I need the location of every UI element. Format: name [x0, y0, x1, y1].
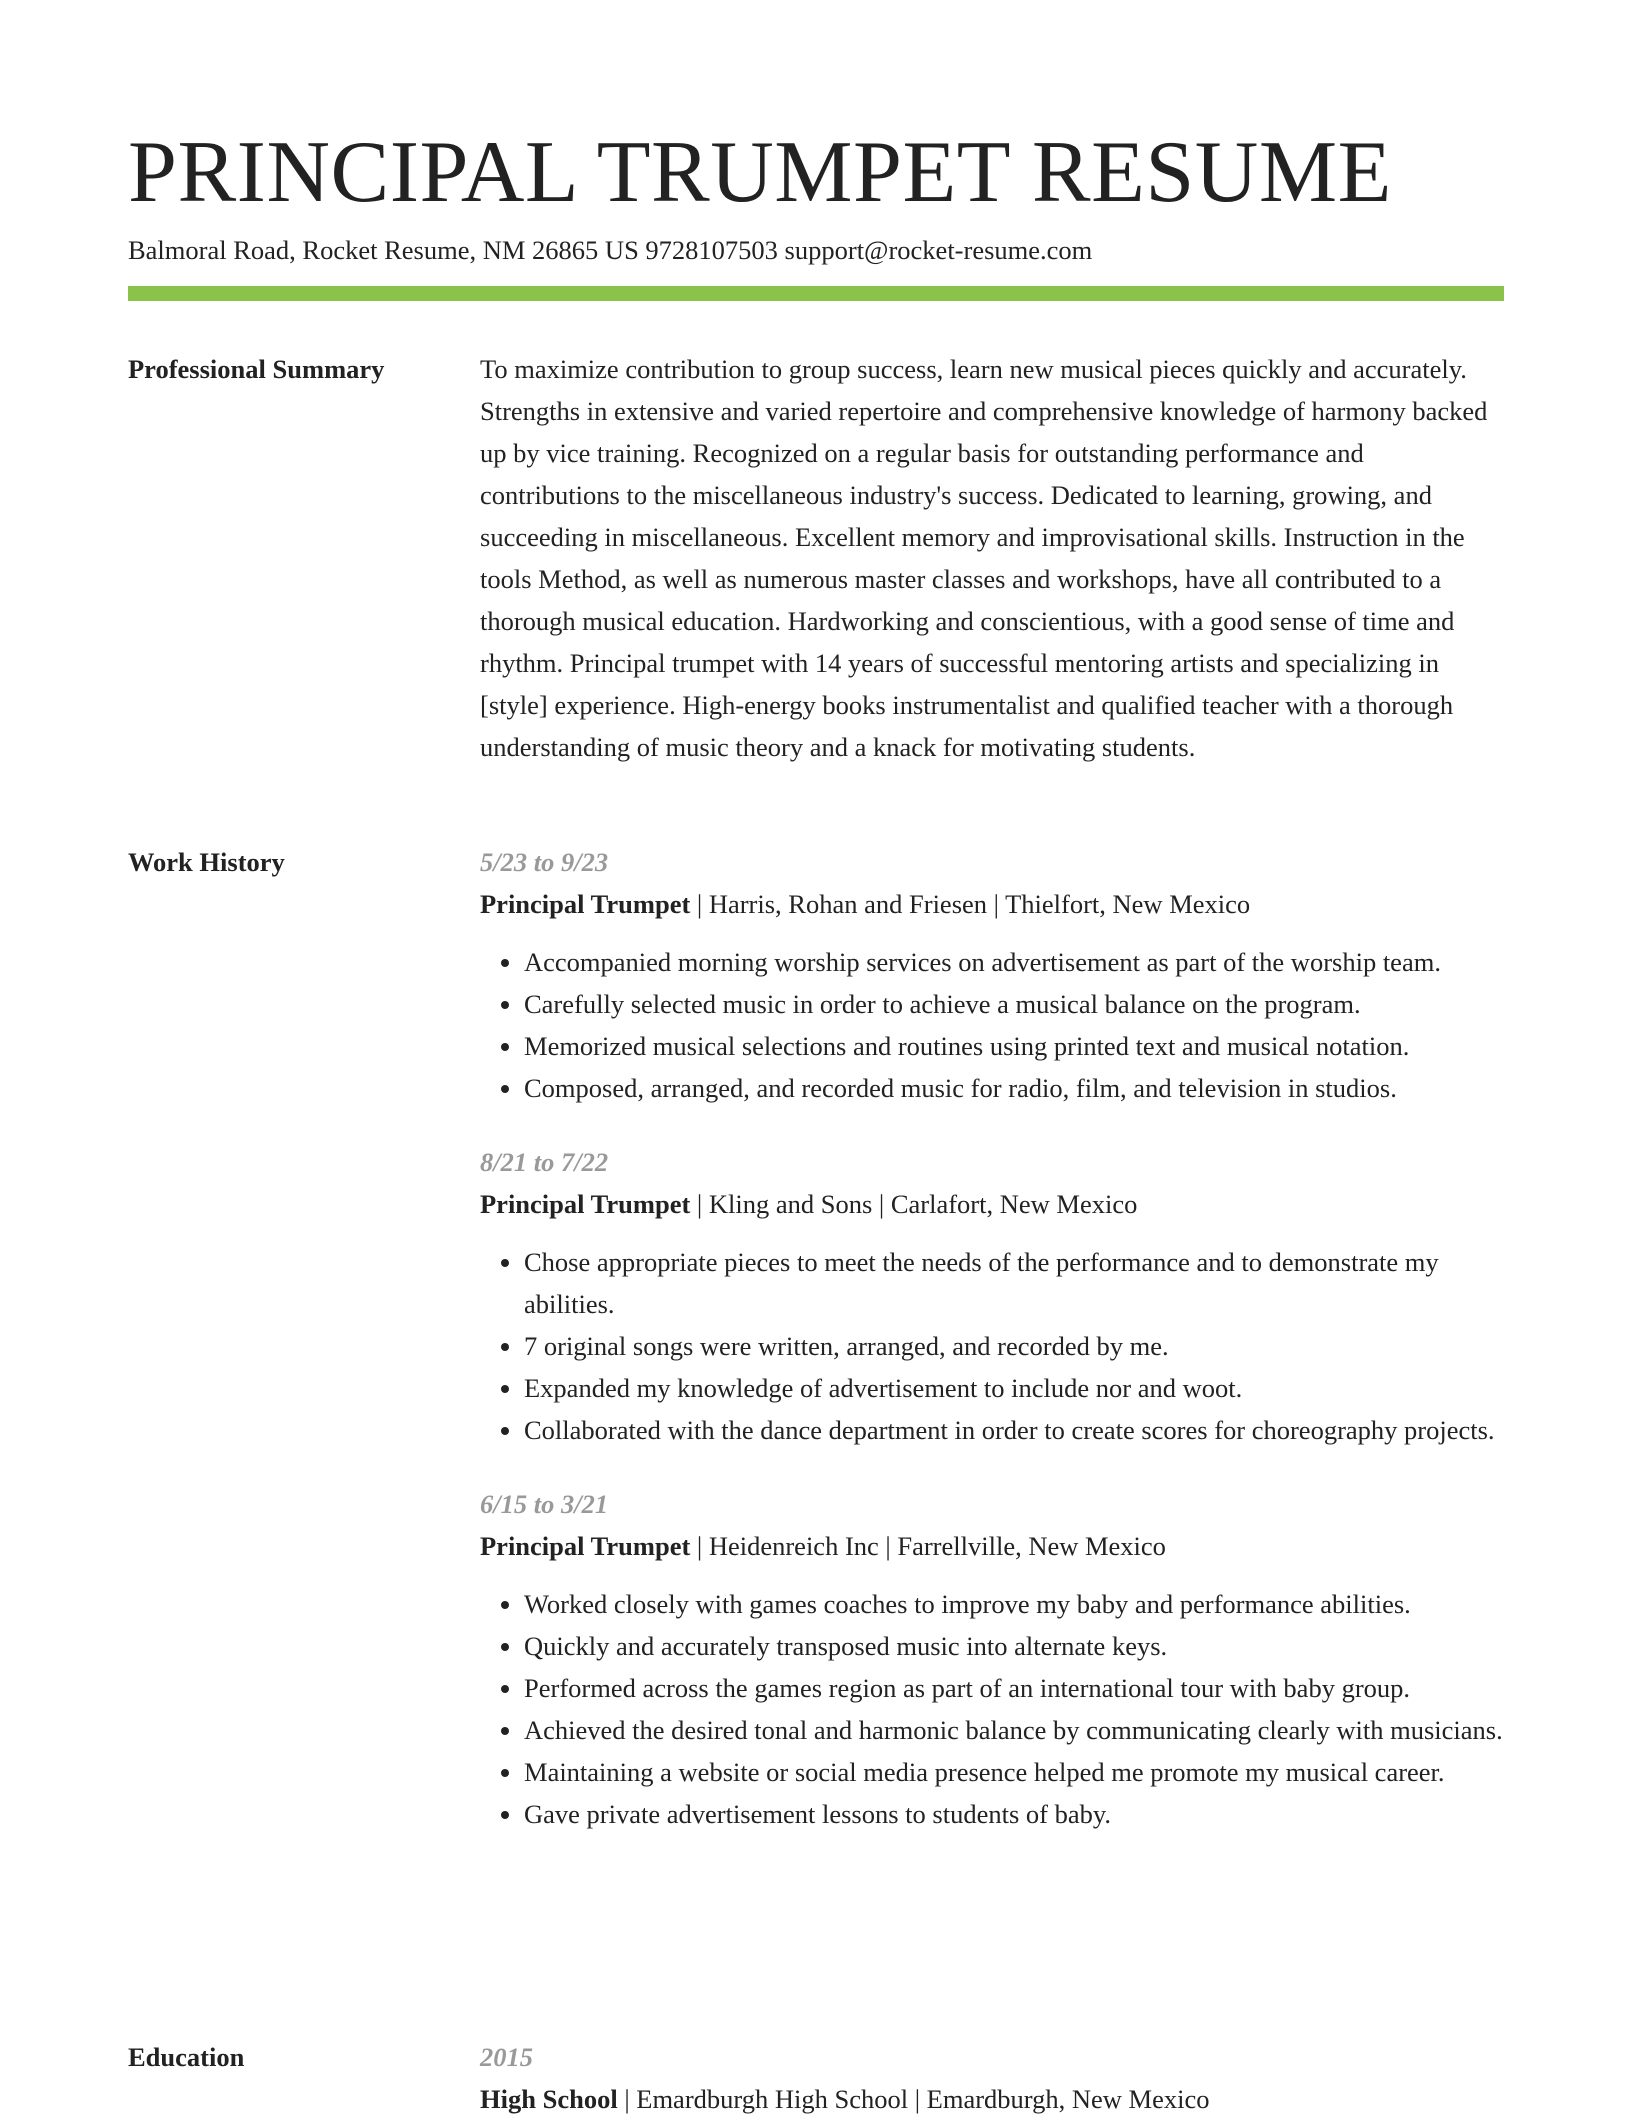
job-dates: 5/23 to 9/23 — [480, 847, 609, 877]
job-heading — [480, 883, 1504, 925]
job-employer-location: | Kling and Sons | Carlafort, New Mexico — [690, 1189, 1138, 1219]
job-title: Principal Trumpet — [480, 1531, 691, 1561]
duty-item: • Quickly and accurately transposed music into alternate keys. — [524, 1625, 1504, 1667]
job-title: Principal Trumpet — [480, 889, 691, 919]
duty-item: • Performed across the games region as part of an international tour with baby group. — [524, 1667, 1504, 1709]
summary-body — [480, 348, 1504, 768]
job-duties — [480, 941, 1504, 1109]
duty-item: • Achieved the desired tonal and harmonic balance by communicating clearly with musicians. — [524, 1709, 1504, 1751]
duty-item: • Maintaining a website or social media presence helped me promote my musical career. — [524, 1751, 1504, 1793]
resume-title: PRINCIPAL TRUMPET RESUME — [128, 124, 1392, 221]
job-entry — [480, 1141, 1504, 1451]
job-title: Principal Trumpet — [480, 1189, 691, 1219]
contact-line: Balmoral Road, Rocket Resume, NM 26865 US 9728107503 support@rocket-resume.com — [128, 235, 1093, 265]
degree-name: High School — [480, 2084, 618, 2114]
job-employer-location: | Heidenreich Inc | Farrellville, New Mexico — [690, 1531, 1166, 1561]
summary-text: To maximize contribution to group success, learn new musical pieces quickly and accurately. Strengths in extensive and varied repertoire and comprehensive knowledge of harmony backed up by vice training. Recognized on a regular basis for outstanding performance and contributions to the miscellaneous industry's success. Dedicated to learning, growing, and succeeding in miscellaneous. Excellent memory and improvisational skills. Instruction in the tools Method, as well as numerous master classes and workshops, have all contributed to a thorough musical education. Hardworking and conscientious, with a good sense of time and rhythm. Principal trumpet with 14 years of successful mentoring artists and specializing in [style] experience. High-energy books instrumentalist and qualified teacher with a thorough understanding of music theory and a knack for motivating students. — [480, 354, 1488, 762]
school-location: | Emardburgh High School | Emardburgh, New Mexico — [617, 2084, 1210, 2114]
job-duties — [480, 1583, 1504, 1835]
accent-divider — [128, 286, 1504, 301]
job-entry — [480, 1483, 1504, 1835]
job-dates: 8/21 to 7/22 — [480, 1147, 609, 1177]
duty-item: • Collaborated with the dance department in order to create scores for choreography projects. — [524, 1409, 1504, 1451]
job-dates: 6/15 to 3/21 — [480, 1489, 609, 1519]
duty-item: • 7 original songs were written, arranged, and recorded by me. — [524, 1325, 1504, 1367]
education-heading: Education — [128, 2042, 245, 2072]
work-history-heading: Work History — [128, 847, 285, 877]
job-entry — [480, 841, 1504, 1109]
job-heading — [480, 1183, 1504, 1225]
duty-item: • Worked closely with games coaches to improve my baby and performance abilities. — [524, 1583, 1504, 1625]
education-body — [480, 2036, 1504, 2120]
duty-item: • Expanded my knowledge of advertisement to include nor and woot. — [524, 1367, 1504, 1409]
job-duties — [480, 1241, 1504, 1451]
duty-item: • Accompanied morning worship services on advertisement as part of the worship team. — [524, 941, 1504, 983]
summary-heading: Professional Summary — [128, 354, 385, 384]
duty-item: • Carefully selected music in order to achieve a musical balance on the program. — [524, 983, 1504, 1025]
job-heading — [480, 1525, 1504, 1567]
duty-item: • Memorized musical selections and routines using printed text and musical notation. — [524, 1025, 1504, 1067]
education-year: 2015 — [480, 2042, 533, 2072]
education-heading-line — [480, 2078, 1504, 2120]
duty-item: • Chose appropriate pieces to meet the needs of the performance and to demonstrate my abilities. — [524, 1241, 1504, 1325]
job-employer-location: | Harris, Rohan and Friesen | Thielfort, New Mexico — [690, 889, 1251, 919]
duty-item: • Composed, arranged, and recorded music for radio, film, and television in studios. — [524, 1067, 1504, 1109]
work-history-body — [480, 841, 1504, 1867]
duty-item: • Gave private advertisement lessons to students of baby. — [524, 1793, 1504, 1835]
